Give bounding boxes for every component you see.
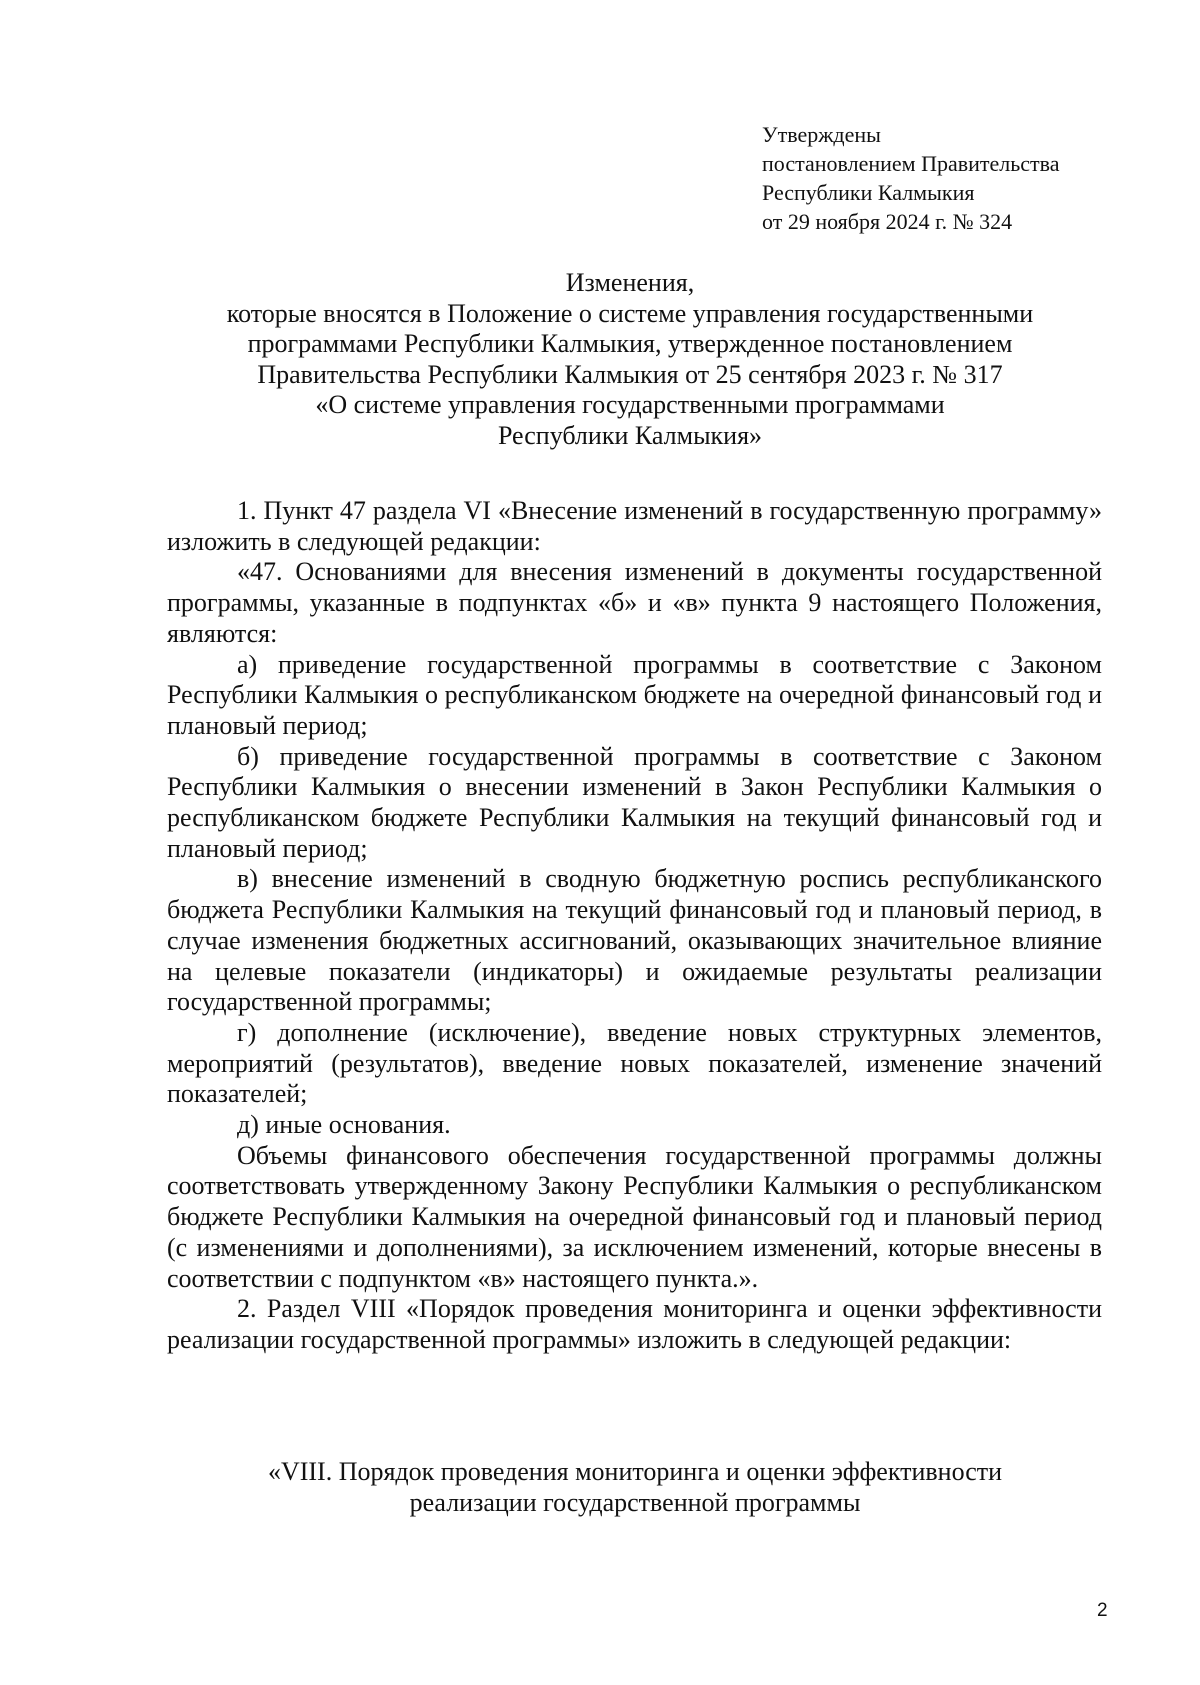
body-paragraph: Объемы финансового обеспечения государственной программы должны соответствовать утвержденному Закону Республики Калмыкия о республиканском бюджете Республики Калмыкия на очередной финансовый год и плановый период (с изменениями и дополнениями), за исключением изменений, которые внесены в соответствии с подпунктом «в» настоящего пункта.».	[167, 1140, 1102, 1293]
section-heading	[160, 1456, 1110, 1518]
section-heading-line: «VIII. Порядок проведения мониторинга и оценки эффективности	[267, 1457, 1003, 1486]
title-line: Правительства Республики Калмыкия от 25 сентября 2023 г. № 317	[257, 359, 1003, 389]
page-number: 2	[1097, 1600, 1108, 1621]
body-paragraph: а) приведение государственной программы в соответствие с Законом Республики Калмыкия о республиканском бюджете на очередной финансовый год и плановый период;	[167, 649, 1102, 740]
body-paragraph: б) приведение государственной программы в соответствие с Законом Республики Калмыкия о внесении изменений в Закон Республики Калмыкия о республиканском бюджете Республики Калмыкия на текущий финансовый год и плановый период;	[167, 741, 1102, 863]
approval-line: Республики Калмыкия	[762, 180, 975, 205]
approval-line: постановлением Правительства	[762, 151, 1060, 176]
approval-line: от 29 ноября 2024 г. № 324	[762, 209, 1013, 234]
body-paragraph: д) иные основания.	[237, 1110, 451, 1140]
title-line: «О системе управления государственными программами	[315, 390, 945, 419]
approval-stamp	[762, 120, 1060, 236]
body-paragraph: г) дополнение (исключение), введение новых структурных элементов, мероприятий (результатов), введение новых показателей, изменение значений показателей;	[167, 1017, 1102, 1109]
title-line: Изменения,	[565, 268, 695, 297]
body-paragraph: 1. Пункт 47 раздела VI «Внесение изменений в государственную программу» изложить в следующей редакции:	[167, 496, 1102, 556]
body-paragraph: 2. Раздел VIII «Порядок проведения мониторинга и оценки эффективности реализации государственной программы» изложить в следующей редакции:	[167, 1294, 1102, 1354]
body-paragraph: «47. Основаниями для внесения изменений в документы государственной программы, указанные в подпунктах «б» и «в» пункта 9 настоящего Положения, являются:	[167, 557, 1102, 648]
document-title	[160, 268, 1100, 451]
title-line: программами Республики Калмыкия, утвержденное постановлением	[247, 329, 1013, 358]
section-heading-line: реализации государственной программы	[409, 1488, 861, 1517]
document-body	[167, 496, 1102, 1356]
title-line: которые вносятся в Положение о системе управления государственными	[226, 298, 1034, 328]
approval-line: Утверждены	[762, 122, 881, 147]
body-paragraph: в) внесение изменений в сводную бюджетную роспись республиканского бюджета Республики Калмыкия на текущий финансовый год и плановый период, в случае изменения бюджетных ассигнований, оказывающих значительное влияние на целевые показатели (индикаторы) и ожидаемые результаты реализации государственной программы;	[167, 864, 1102, 1017]
title-line: Республики Калмыкия»	[497, 420, 763, 450]
